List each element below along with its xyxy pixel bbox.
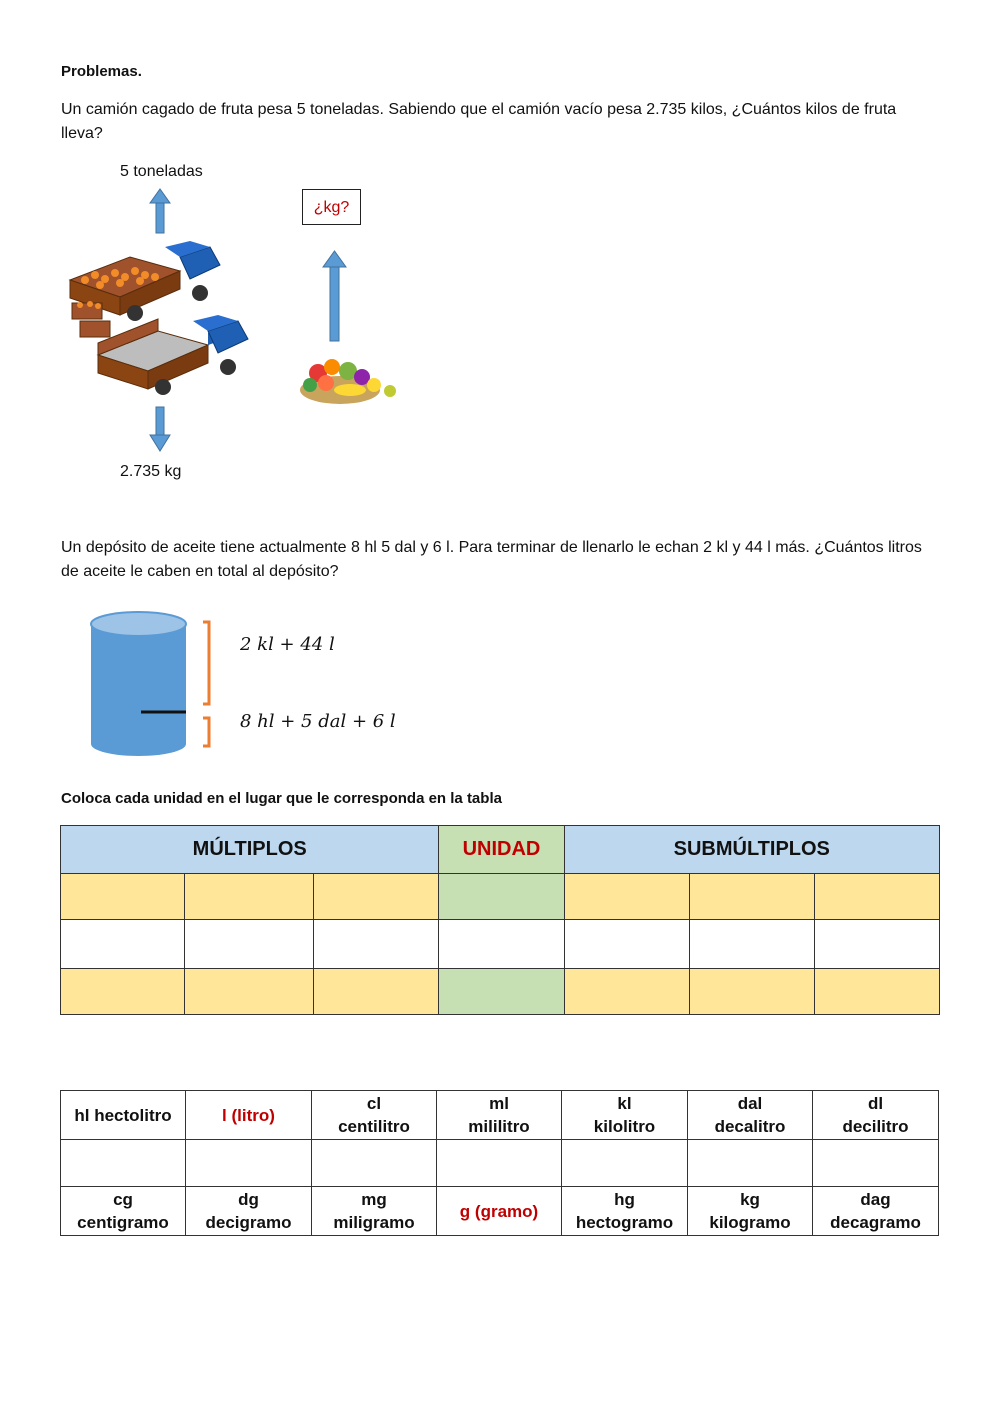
drop-cell[interactable]: [564, 874, 689, 920]
drop-cell[interactable]: [689, 969, 814, 1015]
unit-name: decigramo: [205, 1213, 292, 1232]
unit-card-litro[interactable]: l (litro): [186, 1091, 312, 1140]
header-unit: UNIDAD: [439, 826, 564, 874]
unit-name: hectogramo: [575, 1213, 674, 1232]
drop-cell[interactable]: [439, 920, 564, 969]
table-instruction: Coloca cada unidad en el lugar que le corresponda en la tabla: [61, 790, 502, 807]
bracket-lower-icon: [203, 718, 209, 746]
unit-abbr: dag: [860, 1190, 891, 1209]
drop-cell[interactable]: [564, 920, 689, 969]
drop-cell[interactable]: [689, 920, 814, 969]
truck-illustration: [60, 185, 420, 465]
arrow-up-icon: [150, 189, 170, 233]
unit-name: mililitro: [468, 1117, 530, 1136]
weight-label-top: 5 toneladas: [120, 163, 203, 180]
blank-cell: [186, 1140, 312, 1187]
drop-cell[interactable]: [314, 969, 439, 1015]
drop-cell[interactable]: [814, 969, 939, 1015]
drop-cell[interactable]: [61, 874, 185, 920]
unit-word-bank: [60, 1090, 939, 1236]
blank-cell: [688, 1140, 813, 1187]
unit-name: kilogramo: [709, 1213, 791, 1232]
blank-cell: [437, 1140, 562, 1187]
unit-abbr: hg: [614, 1190, 635, 1209]
unit-card-gramo[interactable]: g (gramo): [437, 1187, 562, 1236]
unit-card-centigramo[interactable]: [61, 1187, 186, 1236]
unit-card-decagramo[interactable]: [813, 1187, 939, 1236]
unit-name: centilitro: [338, 1117, 410, 1136]
problem-1-text: Un camión cagado de fruta pesa 5 toneladas. Sabiendo que el camión vacío pesa 2.735 kilos, ¿Cuántos kilos de fruta lleva?: [61, 101, 897, 142]
blank-cell: [562, 1140, 688, 1187]
unit-name: centigramo: [77, 1213, 169, 1232]
drop-cell[interactable]: [185, 874, 314, 920]
drop-cell[interactable]: [814, 920, 939, 969]
blank-cell: [61, 1140, 186, 1187]
drop-cell[interactable]: [564, 969, 689, 1015]
unit-abbr: cl: [366, 1094, 382, 1113]
arrow-down-icon: [150, 407, 170, 451]
blank-cell: [813, 1140, 939, 1187]
problem-2-text: Un depósito de aceite tiene actualmente 8 hl 5 dal y 6 l. Para terminar de llenarlo le echan 2 kl y 44 l más. ¿Cuántos litros de aceite le caben en total al depósito?: [61, 539, 922, 580]
unit-card-decigramo[interactable]: [186, 1187, 312, 1236]
unit-name: decalitro: [714, 1117, 786, 1136]
unit-abbr: ml: [489, 1094, 509, 1113]
unit-card-miligramo[interactable]: [312, 1187, 437, 1236]
unit-card-hectolitro[interactable]: hl hectolitro: [61, 1091, 186, 1140]
unit-card-decilitro[interactable]: [813, 1091, 939, 1140]
drop-cell[interactable]: [185, 969, 314, 1015]
drop-cell[interactable]: [814, 874, 939, 920]
units-table: [60, 825, 940, 1015]
blank-cell: [312, 1140, 437, 1187]
tank-icon: [91, 612, 186, 756]
unit-card-kilolitro[interactable]: [562, 1091, 688, 1140]
oil-tank-illustration: [85, 608, 225, 758]
upper-expression: 2 kl + 44 l: [240, 634, 335, 655]
unit-card-hectogramo[interactable]: [562, 1187, 688, 1236]
header-submultiples: SUBMÚLTIPLOS: [564, 826, 939, 874]
drop-cell[interactable]: [439, 969, 564, 1015]
unit-abbr: kg: [740, 1190, 760, 1209]
unit-card-decalitro[interactable]: [688, 1091, 813, 1140]
unknown-kg-box: ¿kg?: [302, 189, 361, 225]
unit-name: decagramo: [830, 1213, 921, 1232]
unit-abbr: cg: [113, 1190, 133, 1209]
unit-card-centilitro[interactable]: [312, 1091, 437, 1140]
drop-cell[interactable]: [61, 969, 185, 1015]
empty-truck-icon: [98, 315, 248, 395]
unit-card-kilogramo[interactable]: [688, 1187, 813, 1236]
drop-cell[interactable]: [185, 920, 314, 969]
drop-cell[interactable]: [61, 920, 185, 969]
drop-cell[interactable]: [314, 920, 439, 969]
drop-cell[interactable]: [439, 874, 564, 920]
drop-cell[interactable]: [689, 874, 814, 920]
unit-abbr: kl: [617, 1094, 632, 1113]
page-heading: Problemas.: [61, 63, 142, 80]
unit-name: miligramo: [333, 1213, 415, 1232]
unit-name: decilitro: [842, 1117, 909, 1136]
unit-abbr: dl: [867, 1094, 884, 1113]
unit-card-mililitro[interactable]: [437, 1091, 562, 1140]
weight-label-bottom: 2.735 kg: [120, 463, 182, 480]
unit-abbr: mg: [361, 1190, 387, 1209]
header-multiples: MÚLTIPLOS: [61, 826, 439, 874]
drop-cell[interactable]: [314, 874, 439, 920]
unit-abbr: dg: [238, 1190, 259, 1209]
unit-abbr: dal: [737, 1094, 763, 1113]
arrow-up-fruit-icon: [323, 251, 346, 341]
lower-expression: 8 hl + 5 dal + 6 l: [240, 711, 396, 732]
unit-name: kilolitro: [593, 1117, 656, 1136]
bracket-upper-icon: [203, 622, 209, 704]
fruit-basket-icon: [300, 359, 396, 404]
